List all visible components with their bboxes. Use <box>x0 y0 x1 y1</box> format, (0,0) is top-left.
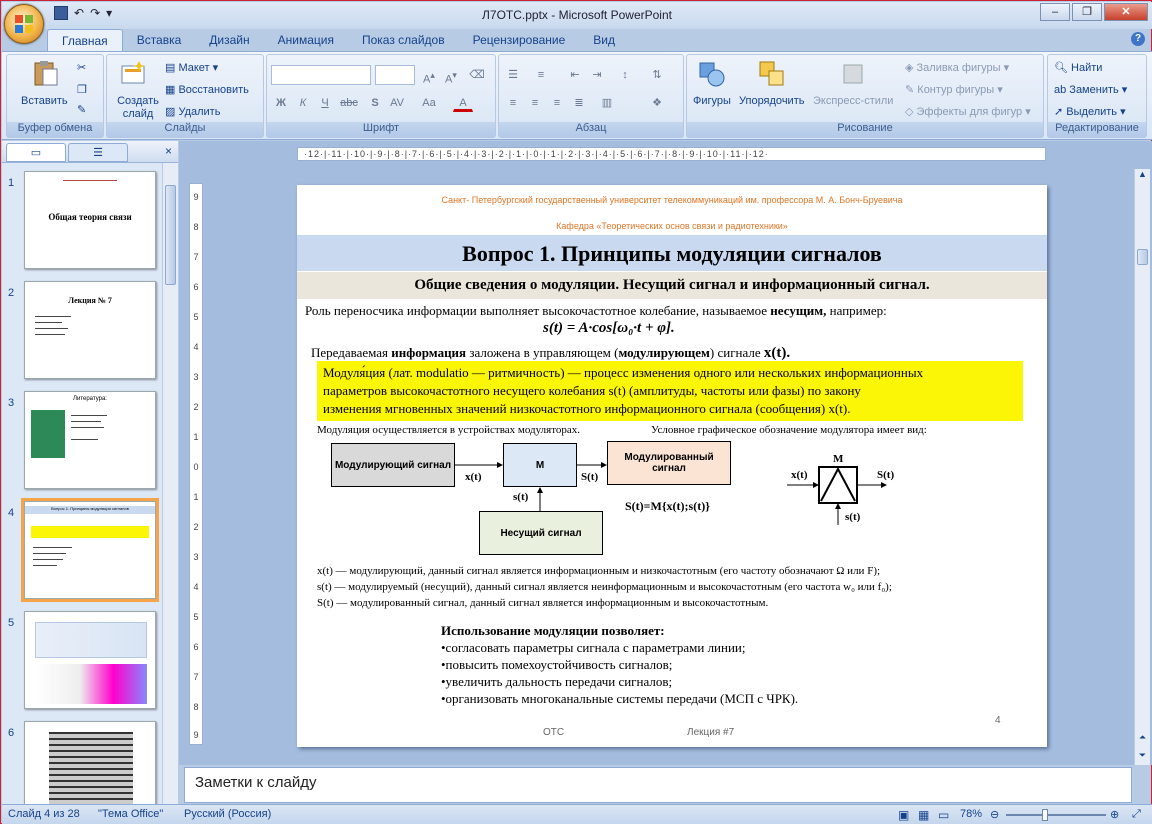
book-cover-image <box>31 410 65 458</box>
page-number: 4 <box>995 715 1001 726</box>
quick-styles-icon <box>839 59 869 89</box>
shadow-button[interactable]: S <box>371 97 379 109</box>
panel-tabs <box>2 141 178 163</box>
status-bar <box>2 804 1152 824</box>
effects-icon: ◇ <box>905 106 917 118</box>
tab-insert[interactable]: Вставка <box>136 33 182 47</box>
carrier-signal-box: Несущий сигнал <box>479 511 603 555</box>
ribbon-tabs <box>47 29 629 51</box>
slide-thumbnail-1[interactable] <box>24 171 156 269</box>
change-case-button[interactable]: Aa <box>422 97 436 109</box>
group-label-editing: Редактирование <box>1048 122 1146 137</box>
thumb-table <box>49 732 133 804</box>
tab-view[interactable]: Вид <box>593 33 615 47</box>
slide-subtitle[interactable]: Общие сведения о модуляции. Несущий сигнал и информационный сигнал. <box>297 272 1047 299</box>
fill-label: Заливка фигуры <box>916 62 1001 74</box>
thumb-title: Лекция № 7 <box>68 296 112 305</box>
thumb-number: 1 <box>8 177 15 189</box>
quick-access-toolbar <box>54 6 112 20</box>
close-button[interactable]: ✕ <box>1104 3 1148 21</box>
symbol-note: Условное графическое обозначение модулятора имеет вид: <box>651 424 927 436</box>
thumbs-scroll-thumb[interactable] <box>165 185 176 285</box>
modulated-signal-box: Модулированный сигнал <box>607 441 731 485</box>
legend-x: x(t) — модулирующий, данный сигнал является информационным и низкочастотным (его частоту обозначают Ω или F); <box>317 565 881 577</box>
thumb-text-lines: ▬▬▬▬▬▬▬▬▬▬▬▬▬▬▬▬▬▬ <box>63 178 117 182</box>
replace-icon: ab <box>1054 84 1070 96</box>
info-part: Передаваемая <box>311 345 392 360</box>
sorter-view-icon[interactable]: ▦ <box>918 808 930 822</box>
modulators-note: Модуляция осуществляется в устройствах модуляторах. <box>317 424 581 436</box>
group-editing <box>1047 54 1147 138</box>
shape-effects-button[interactable]: ◇ Эффекты для фигур ▾ <box>905 106 1031 118</box>
find-button[interactable] <box>1054 61 1102 74</box>
find-label: Найти <box>1071 62 1103 74</box>
justify-icon[interactable]: ≣ <box>574 97 584 109</box>
ruler-tick: 8 <box>193 702 199 712</box>
thumb-number: 4 <box>8 507 15 519</box>
horizontal-ruler: ·12·|·11·|·10·|·9·|·8·|·7·|·6·|·5·|·4·|·3·|·2·|·1·|·0·|·1·|·2·|·3·|·4·|·5·|·6·|·7·|·8·|·9·|·10·|·11·|·12· <box>297 147 1046 161</box>
outline-tab-icon: ☰ <box>93 147 103 159</box>
legend-S: S(t) — модулированный сигнал, данный сигнал является информационным и высокочастотным. <box>317 597 769 609</box>
slide-thumbnail-3[interactable] <box>24 391 156 489</box>
symbol-m-label: M <box>833 453 844 465</box>
tab-slideshow[interactable]: Показ слайдов <box>361 33 445 47</box>
font-color-button[interactable]: A <box>453 93 473 112</box>
slide-thumbnail-4[interactable] <box>24 501 156 599</box>
slide-title[interactable]: Вопрос 1. Принципы модуляции сигналов <box>297 235 1047 271</box>
font-name-field[interactable] <box>271 65 371 85</box>
group-paragraph <box>498 54 684 138</box>
strikethrough-button[interactable]: abc <box>340 97 358 109</box>
underline-button[interactable]: Ч <box>321 97 329 109</box>
zoom-slider-thumb[interactable] <box>1042 809 1048 821</box>
modulation-equation: S(t)=M{x(t);s(t)} <box>625 499 710 513</box>
use-item: •повысить помехоустойчивость сигналов; <box>441 657 673 672</box>
bullets-icon[interactable]: ☰ <box>508 69 518 81</box>
align-center-icon[interactable]: ≡ <box>531 97 539 109</box>
editor-scroll-thumb[interactable] <box>1137 249 1148 265</box>
intro-text[interactable] <box>305 303 887 319</box>
arrange-icon <box>757 59 787 89</box>
text-direction-icon[interactable]: ⇅ <box>652 69 662 81</box>
thumb-text-lines: ▬▬▬▬▬▬▬▬▬▬▬▬ ▬▬▬▬▬▬▬▬▬▬ ▬▬▬▬▬▬▬▬▬▬▬ ▬▬▬▬▬▬▬▬▬ <box>71 413 107 441</box>
help-icon[interactable]: ? <box>1131 32 1145 46</box>
ruler-tick: 0 <box>193 462 199 472</box>
ruler-tick: 2 <box>193 402 199 412</box>
symbol-s-label: s(t) <box>845 511 861 523</box>
department-header: Кафедра «Теоретических основ связи и радиотехники» <box>556 221 788 231</box>
paste-icon <box>31 59 61 89</box>
maximize-button[interactable]: ❐ <box>1072 3 1102 21</box>
minimize-button[interactable]: – <box>1040 3 1070 21</box>
uses-title: Использование модуляции позволяет: <box>441 623 665 638</box>
ruler-tick: 3 <box>193 372 199 382</box>
ruler-tick: 2 <box>193 522 199 532</box>
slide-thumbnail-6[interactable] <box>24 721 156 804</box>
group-font <box>266 54 496 138</box>
shape-outline-button[interactable]: ✎ Контур фигуры ▾ <box>905 84 1003 96</box>
outline-icon: ✎ <box>905 84 918 96</box>
slideshow-view-icon[interactable]: ▭ <box>938 808 950 822</box>
ruler-tick: 5 <box>193 612 199 622</box>
thumbnail-list <box>2 163 164 804</box>
footer-mid: Лекция #7 <box>687 727 735 738</box>
symbol-S-label: S(t) <box>877 469 895 481</box>
legend-s: s(t) — модулируемый (несущий), данный сигнал является неинформационным и высокочастотным (его частота w₀ или f₀); <box>317 581 892 593</box>
zoom-slider-track[interactable] <box>1006 814 1106 816</box>
numbering-icon[interactable]: ≡ <box>537 69 545 81</box>
group-label-font: Шрифт <box>267 122 495 137</box>
reset-icon: ▦ <box>165 84 179 96</box>
outline-label: Контур фигуры <box>917 84 995 96</box>
title-bar <box>2 2 1152 29</box>
theme-name[interactable]: "Тема Office" <box>98 808 164 820</box>
layout-label: Макет <box>178 62 210 74</box>
slide-canvas[interactable] <box>297 185 1047 747</box>
arrange-button[interactable]: Упорядочить <box>739 95 805 107</box>
cursor-icon: ➚ <box>1054 106 1067 118</box>
group-label-drawing: Рисование <box>687 122 1043 137</box>
thumb-diagram <box>35 622 147 658</box>
definition-line: изменения мгновенных значений низкочастотного информационного сигнала (сообщения) x(t). <box>323 401 851 416</box>
decrease-indent-icon[interactable]: ⇤ <box>570 69 580 81</box>
ruler-tick: 9 <box>193 730 199 740</box>
replace-label: Заменить <box>1069 84 1119 96</box>
use-item: •согласовать параметры сигнала с параметрами линии; <box>441 640 746 655</box>
office-button[interactable] <box>4 4 44 44</box>
language-indicator[interactable]: Русский (Россия) <box>184 808 272 820</box>
thumb-title: Вопрос 1. Принципы модуляции сигналов <box>25 506 155 514</box>
thumb-number: 2 <box>8 287 15 299</box>
ruler-tick: 9 <box>193 192 199 202</box>
symbol-x-label: x(t) <box>791 469 808 481</box>
S-label: S(t) <box>581 471 599 483</box>
effects-label: Эффекты для фигур <box>916 106 1023 118</box>
ruler-tick: 7 <box>193 672 199 682</box>
reset-button[interactable] <box>165 83 249 96</box>
delete-button[interactable] <box>165 105 220 118</box>
zoom-level[interactable]: 78% <box>960 808 983 820</box>
ribbon <box>2 51 1152 140</box>
office-logo-icon <box>14 14 34 34</box>
slide-thumbnail-2[interactable] <box>24 281 156 379</box>
align-right-icon[interactable]: ≡ <box>553 97 561 109</box>
intro-part: например: <box>826 303 887 318</box>
reset-label: Восстановить <box>178 84 249 96</box>
ruler-tick: 8 <box>193 222 199 232</box>
tab-review[interactable]: Рецензирование <box>472 33 566 47</box>
cut-icon[interactable]: ✂ <box>77 62 87 74</box>
group-label-clipboard: Буфер обмена <box>7 122 103 137</box>
close-panel-icon[interactable]: × <box>164 144 172 158</box>
char-spacing-button[interactable]: AV <box>390 97 404 109</box>
slide-editor <box>179 141 1152 765</box>
select-button[interactable]: ➚ Выделить ▾ <box>1054 106 1126 118</box>
group-label-paragraph: Абзац <box>499 122 683 137</box>
use-item: •организовать многоканальные системы передачи (МСП с ЧРК). <box>441 691 799 706</box>
thumb-number: 6 <box>8 727 15 739</box>
group-drawing <box>686 54 1044 138</box>
definition-line: параметров высокочастотного несущего колебания s(t) (амплитуды, частоты или фазы) по закону <box>323 383 861 398</box>
intro-part: Роль переносчика информации выполняет высокочастотное колебание, называемое <box>305 303 771 318</box>
thumb-title: Общая теория связи <box>48 212 132 222</box>
qat-customize-icon[interactable]: ▾ <box>106 6 113 20</box>
layout-icon: ▤ <box>165 62 179 74</box>
save-icon[interactable] <box>54 6 68 20</box>
ruler-tick: 5 <box>193 312 199 322</box>
definition-box[interactable] <box>317 361 1023 421</box>
info-part: заложена в управляющем ( <box>466 345 619 360</box>
slide-thumbnail-5[interactable] <box>24 611 156 709</box>
paste-button[interactable]: Вставить <box>21 95 68 107</box>
layout-button[interactable]: ▤ Макет ▾ <box>165 62 219 74</box>
group-clipboard <box>6 54 104 138</box>
thumb-title: Литература: <box>73 396 107 402</box>
copy-icon[interactable]: ❐ <box>77 84 87 96</box>
slide-counter: Слайд 4 из 28 <box>8 808 80 820</box>
scroll-up-icon[interactable]: ▲ <box>1138 169 1147 179</box>
outline-tab[interactable] <box>68 143 128 162</box>
columns-icon[interactable]: ▥ <box>601 97 613 109</box>
ruler-tick: 6 <box>193 642 199 652</box>
binoculars-icon: 🔍︎ <box>1054 62 1072 74</box>
italic-button[interactable]: К <box>299 97 307 109</box>
info-bold: модулирующем <box>618 345 710 360</box>
shape-fill-button[interactable]: ◈ Заливка фигуры ▾ <box>905 62 1010 74</box>
redo-icon[interactable]: ↷ <box>90 6 101 20</box>
modulator-box: M <box>503 443 577 487</box>
definition-line: Модуля́ция (лат. modulatio — ритмичность) — процесс изменения одного или нескольких информационных <box>323 365 924 380</box>
delete-label: Удалить <box>178 106 221 118</box>
next-slide-icon[interactable]: ⏷ <box>1138 750 1147 760</box>
footer-left: ОТС <box>543 727 565 738</box>
vertical-ruler <box>189 183 203 745</box>
shrink-font-icon[interactable]: A▾ <box>445 70 457 86</box>
replace-button[interactable]: ab Заменить ▾ <box>1054 84 1128 96</box>
modulating-signal-box: Модулирующий сигнал <box>331 443 455 487</box>
shapes-icon <box>697 59 727 89</box>
quick-styles-button[interactable]: Экспресс-стили <box>813 95 894 107</box>
thumb-text-lines: ▬▬▬▬▬▬▬▬▬▬▬▬▬ ▬▬▬▬▬▬▬▬▬▬▬ ▬▬▬▬▬▬▬▬▬▬ ▬▬▬▬▬▬▬▬ <box>33 545 72 567</box>
carrier-formula: s(t) = A·cos[ω₀·t + φ]. <box>543 320 675 336</box>
clear-format-icon[interactable]: ⌫ <box>469 69 485 81</box>
slides-panel <box>2 141 178 804</box>
x-label: x(t) <box>465 471 482 483</box>
editor-scrollbar[interactable] <box>1134 169 1150 765</box>
new-slide-icon <box>119 59 149 89</box>
grow-font-icon[interactable]: A▴ <box>423 70 435 86</box>
fill-icon: ◈ <box>905 62 917 74</box>
ruler-tick: 3 <box>193 552 199 562</box>
info-text[interactable] <box>311 345 790 362</box>
select-label: Выделить <box>1066 106 1118 118</box>
delete-icon: ▨ <box>165 106 179 118</box>
normal-view-icon[interactable]: ▣ <box>898 808 910 822</box>
info-part: ) сигнале <box>709 345 764 360</box>
group-slides <box>106 54 264 138</box>
intro-bold: несущим, <box>770 303 827 318</box>
thumb-number: 3 <box>8 397 15 409</box>
font-size-field[interactable] <box>375 65 415 85</box>
thumb-number: 5 <box>8 617 15 629</box>
tab-animation[interactable]: Анимация <box>277 33 334 47</box>
info-bold: x(t). <box>763 345 791 361</box>
thumb-spectrum <box>35 664 147 704</box>
ruler-tick: 7 <box>193 252 199 262</box>
align-left-icon[interactable]: ≡ <box>509 97 517 109</box>
window-controls <box>1040 3 1148 21</box>
slides-tab[interactable] <box>6 143 66 162</box>
info-bold: информация <box>391 345 467 360</box>
new-slide-button[interactable]: Создать слайд <box>117 95 159 120</box>
increase-indent-icon[interactable]: ⇥ <box>592 69 602 81</box>
shapes-button[interactable]: Фигуры <box>693 95 731 107</box>
prev-slide-icon[interactable]: ⏶ <box>1138 732 1147 742</box>
smartart-icon[interactable]: ❖ <box>652 97 662 109</box>
use-item: •увеличить дальность передачи сигналов; <box>441 674 673 689</box>
format-painter-icon[interactable]: ✎ <box>77 104 87 116</box>
tab-design[interactable]: Дизайн <box>209 33 250 47</box>
ruler-tick: 1 <box>193 492 199 502</box>
ruler-tick: 6 <box>193 282 199 292</box>
group-label-slides: Слайды <box>107 122 263 137</box>
thumb-text-lines: ▬▬▬▬▬▬▬▬▬▬▬▬ ▬▬▬▬▬▬▬▬▬ ▬▬▬▬▬▬▬▬▬▬▬ ▬▬▬▬▬▬▬▬▬▬ <box>35 314 71 336</box>
window-title: Л7ОТС.pptx - Microsoft PowerPoint <box>482 8 672 22</box>
fit-window-icon[interactable]: ⤢ <box>1132 808 1141 820</box>
zoom-in-icon[interactable]: ⊕ <box>1110 809 1120 821</box>
university-header: Санкт- Петербургский государственный университет телекоммуникаций им. профессора М. А. Бонч-Бруевича <box>441 195 903 205</box>
line-spacing-icon[interactable]: ↕ <box>622 69 628 81</box>
zoom-out-icon[interactable]: ⊖ <box>990 809 1000 821</box>
bold-button[interactable]: Ж <box>276 97 286 109</box>
notes-pane[interactable]: Заметки к слайду <box>184 767 1132 803</box>
undo-icon[interactable]: ↶ <box>74 6 85 20</box>
thumbs-scrollbar[interactable] <box>162 163 178 804</box>
ruler-tick: 4 <box>193 582 199 592</box>
ruler-tick: 1 <box>193 432 199 442</box>
ruler-tick: 4 <box>193 342 199 352</box>
thumb-highlight <box>31 526 149 538</box>
slides-tab-icon: ▭ <box>30 147 42 159</box>
s-label: s(t) <box>513 491 529 503</box>
tab-home[interactable]: Главная <box>47 29 123 51</box>
